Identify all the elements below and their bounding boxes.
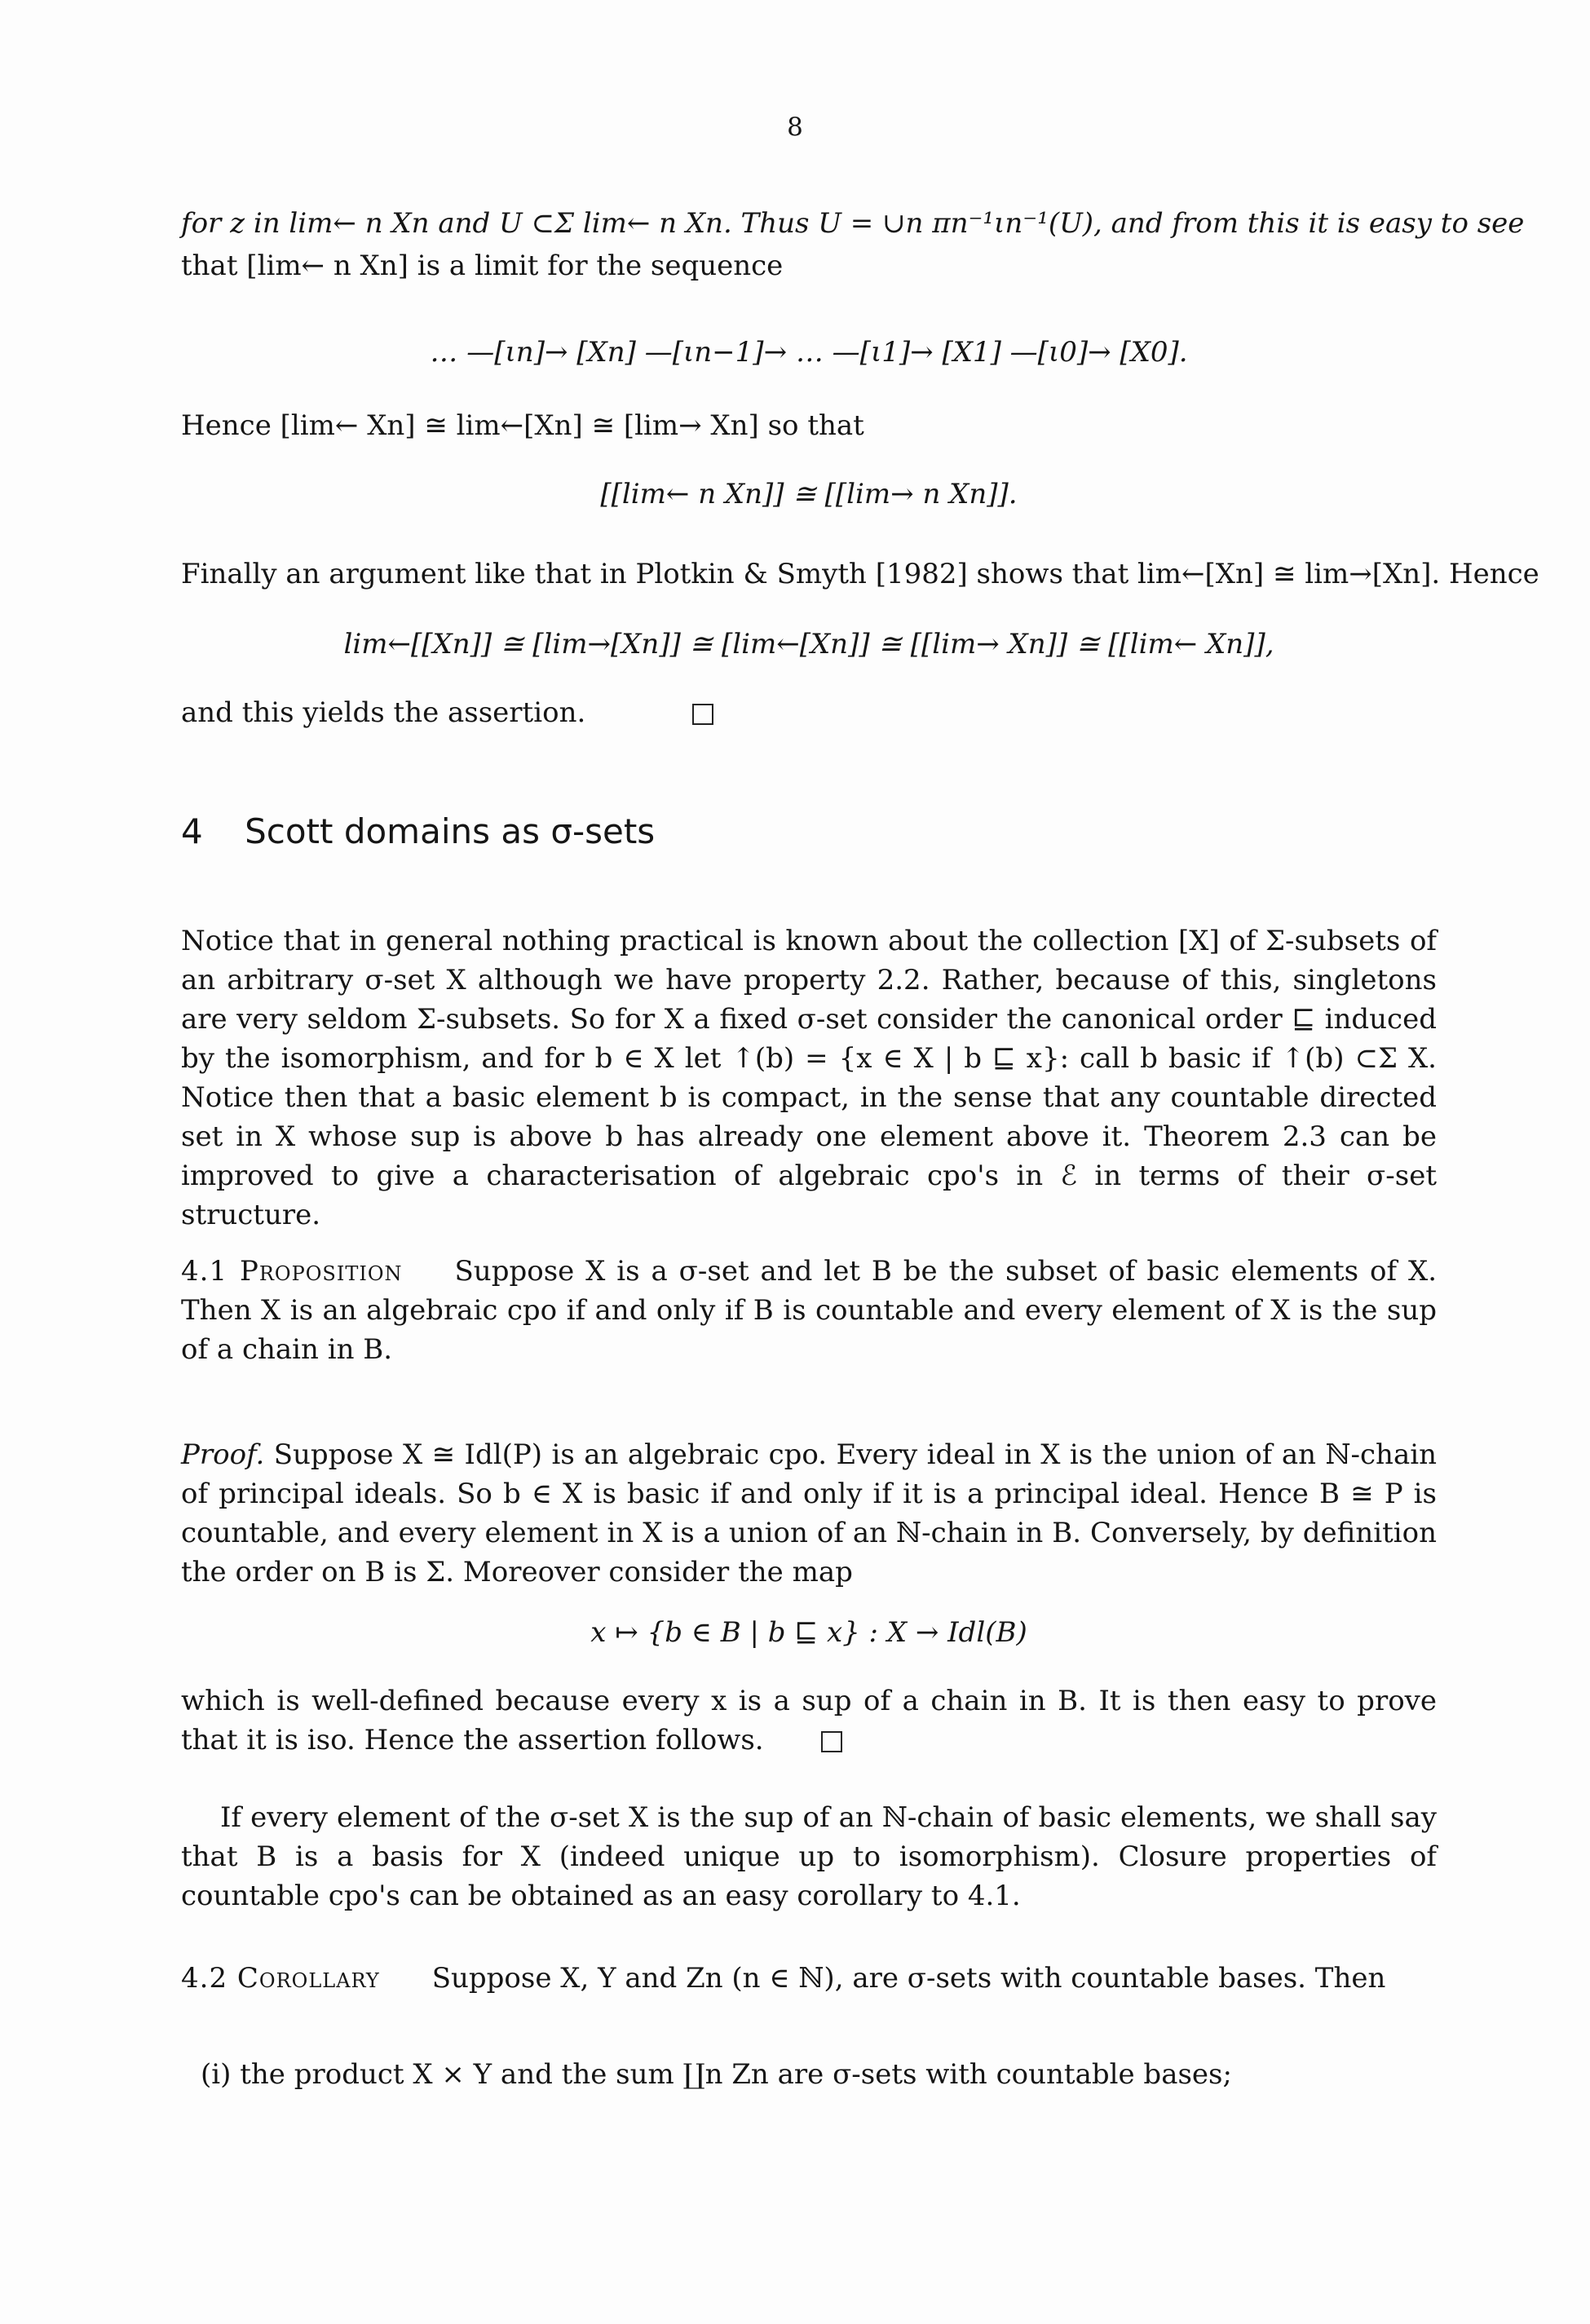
section-heading — [181, 811, 655, 851]
text-line: for z in lim← n Xn and U ⊂Σ lim← n Xn. Thus U = ∪n πn⁻¹ιn⁻¹(U), and from this it is easy to see — [181, 207, 1525, 240]
top-line-2 — [181, 246, 1437, 285]
paragraph: Notice that in general nothing practical is known about the collection [X] of Σ-subsets of an arbitrary σ-set X although we have property 2.2. Rather, because of this, singletons are very seldom Σ-subsets. So for X a fixed σ-set consider the canonical order ⊑ induced by the isomorphism, and for b ∈ X let ↑(b) = {x ∈ X | b ⊑ x}: call b basic if ↑(b) ⊂Σ X. Notice then that a basic element b is compact, in the sense that any countable directed set in X whose sup is above b has already one element above it. Theorem 2.3 can be improved to give a characterisation of algebraic cpo's in ℰ in terms of their σ-set structure. — [181, 925, 1437, 1231]
item-i — [201, 2055, 1456, 2094]
chain-display — [181, 625, 1437, 664]
qed-box-icon — [692, 704, 713, 725]
display-equation: x ↦ {b ∈ B | b ⊑ x} : X → Idl(B) — [590, 1616, 1027, 1649]
display-equation: [[lim← n Xn]] ≅ [[lim→ n Xn]]. — [600, 478, 1018, 510]
iso-display — [181, 475, 1437, 514]
proof-label: Proof. — [181, 1438, 265, 1471]
basis-paragraph — [181, 1798, 1437, 1915]
corollary-block — [181, 1959, 1437, 1998]
map-display — [181, 1613, 1437, 1652]
proposition-block — [181, 1252, 1437, 1369]
proof-block — [181, 1435, 1437, 1592]
section-title: Scott domains as σ-sets — [245, 811, 656, 851]
text-line: and this yields the assertion. — [181, 696, 586, 729]
after-map-text: which is well-defined because every x is a sup of a chain in B. It is then easy to prove that it is iso. Hence the assertion follows. — [181, 1685, 1437, 1756]
paragraph: If every element of the σ-set X is the sup of an ℕ-chain of basic elements, we shall say that B is a basis for X (indeed unique up to isomorphism). Closure properties of countable cpo's can be obtained as an easy corollary to 4.1. — [181, 1801, 1437, 1912]
text-line: that [lim← n Xn] is a limit for the sequence — [181, 250, 784, 282]
after-map-block — [181, 1681, 1437, 1760]
corollary-label: 4.2 Corollary — [181, 1962, 380, 1995]
top-line-1 — [181, 204, 1525, 243]
proposition-text: Suppose X is a σ-set and let B be the subset of basic elements of X. Then X is an algebraic cpo if and only if B is countable and every element of X is the sup of a chain in B. — [181, 1255, 1437, 1366]
text-line: Hence [lim← Xn] ≅ lim←[Xn] ≅ [lim→ Xn] so that — [181, 409, 864, 442]
sequence-display — [181, 333, 1437, 372]
section-number: 4 — [181, 811, 203, 851]
assertion-line — [181, 693, 1437, 732]
proof-text: Suppose X ≅ Idl(P) is an algebraic cpo. Every ideal in X is the union of an ℕ-chain of principal ideals. So b ∈ X is basic if and only if it is a principal ideal. Hence B ≅ P is countable, and every element in X is a union of an ℕ-chain in B. Conversely, by definition the order on B is Σ. Moreover consider the map — [181, 1438, 1437, 1588]
hence-line — [181, 406, 1437, 445]
corollary-text: Suppose X, Y and Zn (n ∈ ℕ), are σ-sets with countable bases. Then — [431, 1962, 1386, 1995]
list-item: (i) the product X × Y and the sum ∐n Zn are σ-sets with countable bases; — [201, 2058, 1232, 2091]
text-line: Finally an argument like that in Plotkin & Smyth [1982] shows that lim←[Xn] ≅ lim→[Xn]. Hence — [181, 558, 1539, 590]
display-equation: … —[ιn]→ [Xn] —[ιn−1]→ … —[ι1]→ [X1] —[ι0]→ [X0]. — [430, 336, 1188, 369]
qed-box-icon — [821, 1731, 842, 1752]
display-equation: lim←[[Xn]] ≅ [lim→[Xn]] ≅ [lim←[Xn]] ≅ [[lim→ Xn]] ≅ [[lim← Xn]], — [343, 628, 1274, 661]
page-number: 8 — [787, 113, 803, 142]
proposition-label: 4.1 Proposition — [181, 1255, 403, 1288]
intro-paragraph — [181, 921, 1437, 1235]
finally-line — [181, 554, 1539, 594]
